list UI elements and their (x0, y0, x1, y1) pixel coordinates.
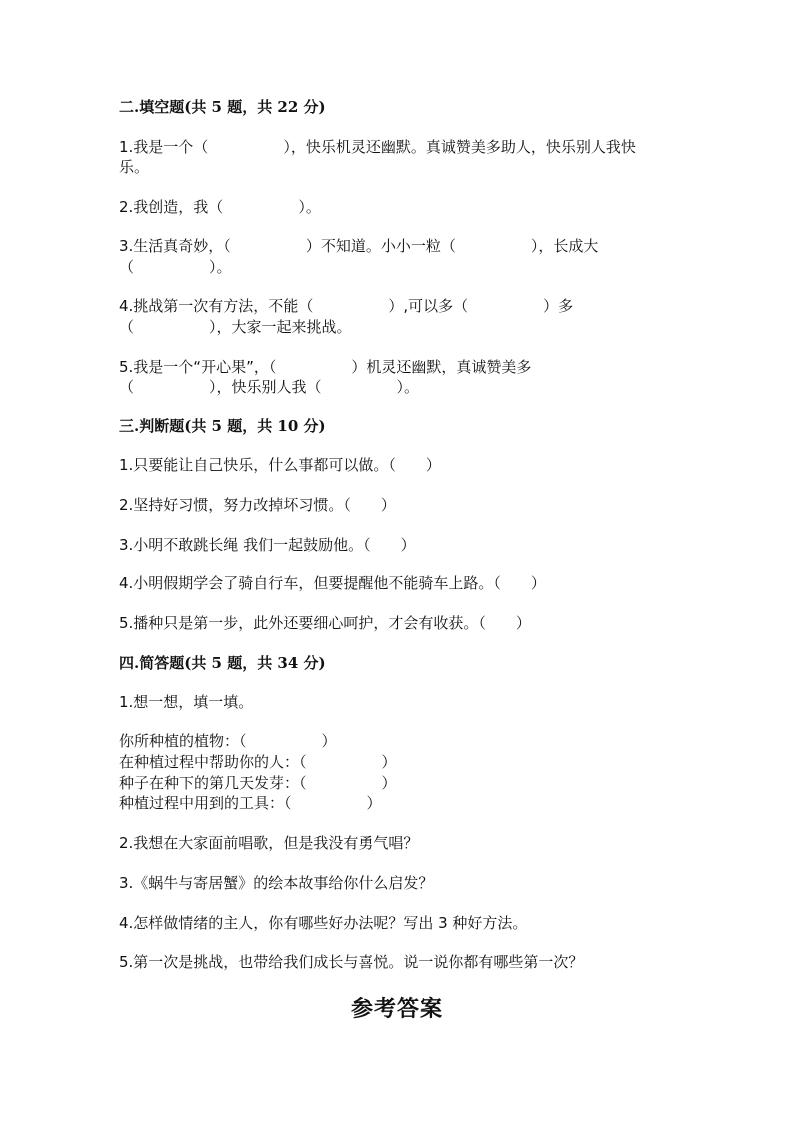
fill-q3-line1: 3.生活真奇妙，（ ）不知道。小小一粒（ ），长成大 (119, 237, 599, 255)
sa-q4: 4.怎样做情绪的主人，你有哪些好办法呢？写出 3 种好方法。 (119, 914, 528, 932)
sa-q1-line-sprout-day: 种子在种下的第几天发芽：（ ） (119, 774, 397, 792)
tf-item-3: 3.小明不敢跳长绳 我们一起鼓励他。（ ） (119, 536, 416, 554)
sa-q5: 5.第一次是挑战，也带给我们成长与喜悦。说一说你都有哪些第一次？ (119, 953, 584, 971)
fill-q1-line2: 乐。 (119, 158, 150, 176)
sa-q1-line-plant: 你所种植的植物：（ ） (119, 732, 337, 750)
fill-q3-line2: （ ）。 (119, 258, 232, 276)
fill-q5-line2: （ ），快乐别人我（ ）。 (119, 378, 420, 396)
answer-key-title: 参考答案 (350, 996, 443, 1022)
section-heading-short-answer: 四.简答题(共 5 题，共 34 分) (119, 654, 326, 672)
sa-q2: 2.我想在大家面前唱歌，但是我没有勇气唱？ (119, 834, 419, 852)
fill-q4-line2: （ ），大家一起来挑战。 (119, 318, 352, 336)
section-heading-true-false: 三.判断题(共 5 题，共 10 分) (119, 417, 326, 435)
fill-q1-line1: 1.我是一个（ ），快乐机灵还幽默。真诚赞美多助人，快乐别人我快 (119, 138, 636, 156)
tf-item-1: 1.只要能让自己快乐，什么事都可以做。（ ） (119, 456, 441, 474)
sa-q1-line-helper: 在种植过程中帮助你的人：（ ） (119, 753, 397, 771)
sa-q3: 3.《蜗牛与寄居蟹》的绘本故事给你什么启发？ (119, 874, 434, 892)
fill-q2-line1: 2.我创造，我（ ）。 (119, 198, 321, 216)
fill-q5-line1: 5.我是一个“开心果”，（ ）机灵还幽默，真诚赞美多 (119, 358, 532, 376)
tf-item-5: 5.播种只是第一步，此外还要细心呵护，才会有收获。（ ） (119, 614, 531, 632)
tf-item-4: 4.小明假期学会了骑自行车，但要提醒他不能骑车上路。（ ） (119, 574, 546, 592)
sa-q1: 1.想一想，填一填。 (119, 693, 254, 711)
fill-q4-line1: 4.挑战第一次有方法，不能（ ）,可以多（ ）多 (119, 297, 574, 315)
tf-item-2: 2.坚持好习惯，努力改掉坏习惯。（ ） (119, 496, 396, 514)
section-heading-fill-blank: 二.填空题(共 5 题，共 22 分) (119, 98, 326, 116)
sa-q1-line-tools: 种植过程中用到的工具：（ ） (119, 794, 382, 812)
